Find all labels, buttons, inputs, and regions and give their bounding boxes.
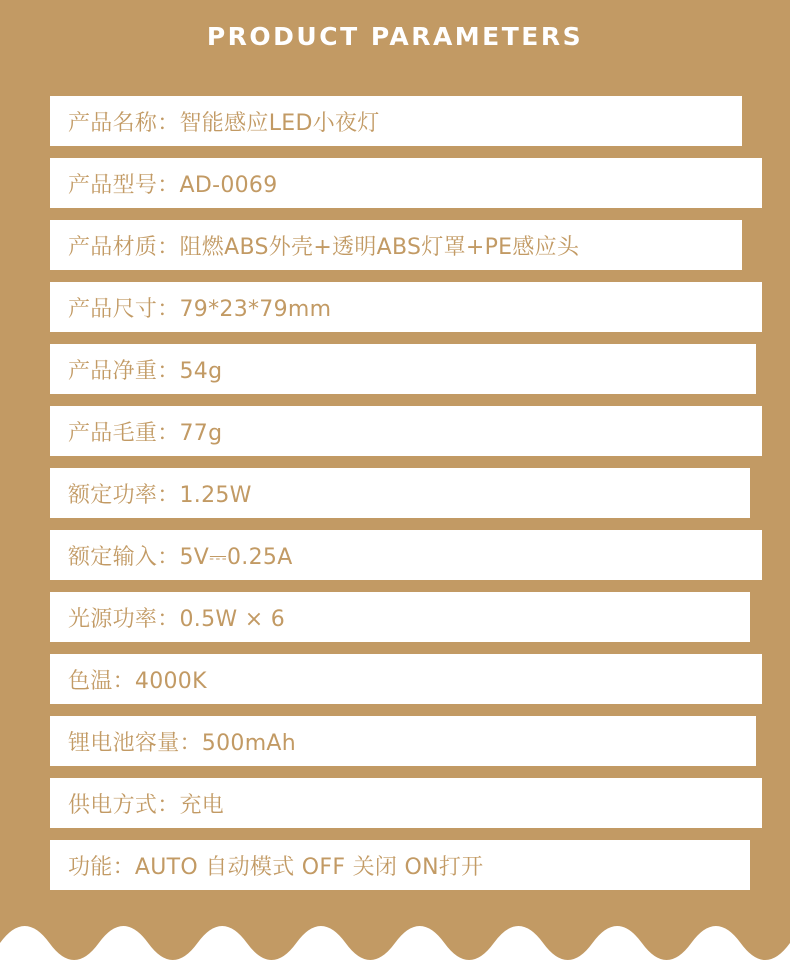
spec-row bbox=[50, 220, 742, 270]
spec-list bbox=[0, 96, 790, 902]
spec-row-text: 产品型号：AD-0069 bbox=[68, 172, 278, 198]
spec-row-text: 供电方式：充电 bbox=[68, 792, 225, 818]
spec-row-text: 产品名称：智能感应LED小夜灯 bbox=[68, 110, 380, 136]
spec-row-text: 产品净重：54g bbox=[68, 358, 223, 384]
page-title: PRODUCT PARAMETERS bbox=[206, 22, 584, 51]
spec-row-text: 产品毛重：77g bbox=[68, 420, 223, 446]
spec-row bbox=[50, 468, 750, 518]
spec-row-text: 锂电池容量：500mAh bbox=[68, 730, 297, 756]
spec-row bbox=[50, 96, 742, 146]
scalloped-divider bbox=[0, 909, 790, 979]
spec-row-text: 额定功率：1.25W bbox=[68, 482, 252, 508]
spec-row bbox=[50, 158, 762, 208]
spec-row bbox=[50, 778, 762, 828]
spec-row bbox=[50, 654, 762, 704]
spec-row bbox=[50, 406, 762, 456]
spec-row-text: 产品尺寸：79*23*79mm bbox=[68, 296, 332, 322]
spec-row-text: 产品材质：阻燃ABS外壳+透明ABS灯罩+PE感应头 bbox=[68, 234, 580, 260]
spec-row bbox=[50, 344, 756, 394]
spec-row bbox=[50, 592, 750, 642]
spec-row-text: 额定输入：5V⎓0.25A bbox=[68, 544, 293, 570]
spec-row-text: 功能：AUTO 自动模式 OFF 关闭 ON打开 bbox=[68, 854, 484, 880]
spec-row-text: 色温：4000K bbox=[68, 668, 207, 694]
spec-row bbox=[50, 530, 762, 580]
spec-row bbox=[50, 716, 756, 766]
spec-row bbox=[50, 282, 762, 332]
spec-row-text: 光源功率：0.5W × 6 bbox=[68, 606, 286, 632]
spec-row bbox=[50, 840, 750, 890]
